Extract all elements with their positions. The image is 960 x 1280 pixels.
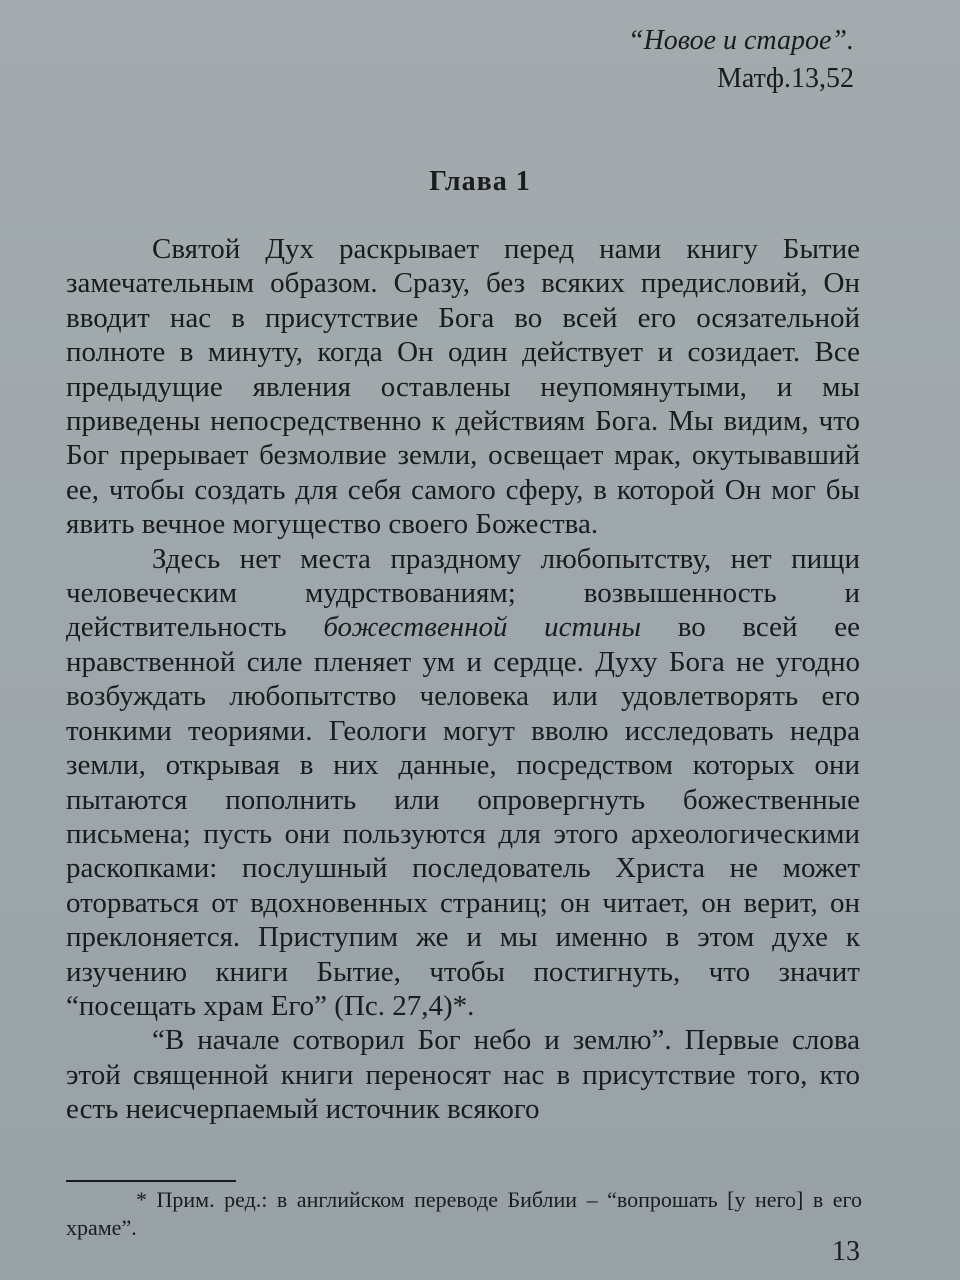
footnote-text: * Прим. ред.: в английском переводе Библии – “вопрошать [у него] в его храме”. (66, 1187, 862, 1240)
paragraph-3-text: “В начале сотворил Бог небо и землю”. Первые слова этой священной книги переносят нас в присутствие того, кто есть неисчерпаемый источник всякого (66, 1024, 860, 1126)
paragraph-2-text-end: во всей ее нравственной силе пленяет ум и сердце. Духу Бога не угодно возбуждать любопытство человека или удовлетворять его тонкими теориями. Геологи могут вволю исследовать недра земли, открывая в них данные, посредством которых они пытаются пополнить или опровергнуть божественные письмена; пусть они пользуются для этого археологическими раскопками: послушный последователь Христа не может оторваться от вдохновенных страниц; он читает, он верит, он преклоняется. Приступим же и мы именно в этом духе к изучению книги Бытие, чтобы постигнуть, что значит “посещать храм Его” (Пс. 27,4)*. (66, 611, 860, 1022)
footnote (66, 1186, 862, 1242)
chapter-title: Глава 1 (429, 166, 531, 197)
footnote-divider (66, 1180, 236, 1182)
paragraph-2 (66, 542, 860, 1024)
epigraph-reference: Матф.13,52 (717, 63, 854, 94)
page-number: 13 (832, 1236, 860, 1267)
epigraph (628, 22, 854, 98)
paragraph-2-italic-phrase: божественной истины (323, 611, 642, 644)
paragraph-2-text-start: Здесь нет места праздному любопытству, нет пищи человеческим мудрствованиям; возвышенность и действительность (66, 542, 860, 644)
body-text (66, 232, 860, 1127)
paragraph-1-text: Святой Дух раскрывает перед нами книгу Бытие замечательным образом. Сразу, без всяких предисловий, Он вводит нас в присутствие Бога во всей его осязательной полноте в минуту, когда Он один действует и созидает. Все предыдущие явления оставлены неупомянутыми, и мы приведены непосредственно к действиям Бога. Мы видим, что Бог прерывает безмолвие земли, освещает мрак, окутывавший ее, чтобы создать для себя самого сферу, в которой Он мог бы явить вечное могущество своего Божества. (66, 233, 860, 541)
paragraph-3 (66, 1023, 860, 1126)
epigraph-quote: “Новое и старое”. (628, 25, 854, 56)
paragraph-1 (66, 232, 860, 542)
